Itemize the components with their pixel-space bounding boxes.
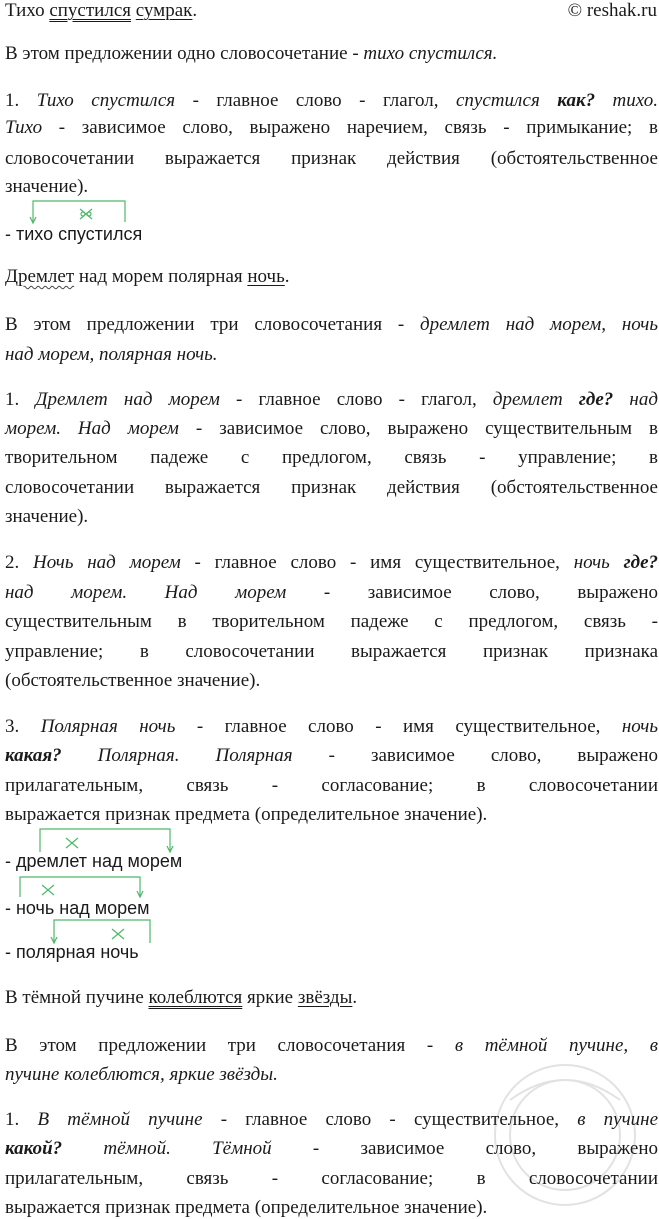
- main-word-cross-icon: [80, 209, 92, 219]
- s2-p2-line2: над морем. Над морем - зависимое слово, выражено: [5, 582, 658, 603]
- intro-3-line2: пучине колеблются, яркие звёзды.: [5, 1064, 278, 1085]
- scheme-2b: - ночь над морем: [5, 898, 150, 918]
- predicate: спустился: [49, 0, 131, 21]
- s2-p1-line3: творительном падеже с предлогом, связь - управление; в: [5, 447, 659, 468]
- s2-p2-line3: существительным в творительном падеже с предлогом, связь -: [5, 611, 658, 632]
- watermark-seal-icon: [470, 1040, 659, 1215]
- scheme-2a: - дремлет над морем: [5, 851, 183, 871]
- main-word-cross-icon: [42, 885, 54, 895]
- scheme-2c: - полярная ночь: [5, 942, 139, 962]
- intro-1: В этом предложении одно словосочетание - тихо спустился.: [5, 43, 498, 64]
- scheme-1: - тихо спустился: [5, 224, 143, 244]
- sentence-2: Дремлет над морем полярная ночь.: [5, 266, 290, 287]
- s2-p3-line3: прилагательным, связь - согласование; в словосочетании: [5, 775, 658, 796]
- subject: звёзды: [297, 987, 353, 1008]
- s2-p1-line5: значение).: [5, 506, 89, 527]
- main-word-cross-icon: [112, 929, 124, 939]
- intro-2-line2: над морем, полярная ночь.: [5, 344, 218, 365]
- dependency-arrow-icon: [40, 829, 173, 852]
- s2-p1-line4: словосочетании выражается признак действия (обстоятельственное: [5, 477, 658, 498]
- main-word-cross-icon: [66, 838, 78, 848]
- s2-p3-line2: какая? Полярная. Полярная - зависимое слово, выражено: [5, 745, 658, 766]
- subject: сумрак: [135, 0, 193, 21]
- dependency-arrow-icon: [51, 920, 150, 943]
- sentence-3: В тёмной пучине колеблются яркие звёзды.: [5, 987, 358, 1008]
- watermark: © reshak.ru: [567, 0, 657, 21]
- s1-p1-line2: Тихо - зависимое слово, выражено наречием, связь - примыкание; в: [5, 117, 658, 138]
- subject: ночь: [247, 266, 285, 287]
- intro-3-line1: В этом предложении три словосочетания - в тёмной пучине, в: [5, 1035, 658, 1056]
- s1-p1-line3: словосочетании выражается признак действия (обстоятельственное: [5, 148, 658, 169]
- s2-p2-line5: (обстоятельственное значение).: [5, 670, 261, 691]
- sentence-1: Тихо спустился сумрак.: [5, 0, 198, 21]
- dependency-arrow-icon: [20, 877, 143, 897]
- s2-p1-line2: морем. Над морем - зависимое слово, выражено существительным в: [5, 418, 658, 439]
- predicate: Дремлет: [5, 266, 75, 287]
- s2-p1-line1: 1. Дремлет над морем - главное слово - глагол, дремлет где? над: [5, 389, 658, 410]
- predicate: колеблются: [148, 987, 243, 1008]
- s3-p1-line4: выражается признак предмета (определительное значение).: [5, 1197, 488, 1218]
- s3-p1-line3: прилагательным, связь - согласование; в словосочетании: [5, 1168, 658, 1189]
- s2-p3-line1: 3. Полярная ночь - главное слово - имя существительное, ночь: [5, 716, 658, 737]
- intro-2-line1: В этом предложении три словосочетания - дремлет над морем, ночь: [5, 314, 658, 335]
- s1-p1-line4: значение).: [5, 176, 89, 197]
- s2-p3-line4: выражается признак предмета (определительное значение).: [5, 804, 488, 825]
- s3-p1-line1: 1. В тёмной пучине - главное слово - существительное, в пучине: [5, 1109, 659, 1130]
- s1-p1-line1: 1. Тихо спустился - главное слово - глагол, спустился как? тихо.: [5, 90, 658, 111]
- s2-p2-line4: управление; в словосочетании выражается признак признака: [5, 641, 658, 662]
- s3-p1-line2: какой? тёмной. Тёмной - зависимое слово, выражено: [5, 1138, 658, 1159]
- s2-p2-line1: 2. Ночь над морем - главное слово - имя существительное, ночь где?: [5, 552, 658, 573]
- dependency-arrow-icon: [30, 201, 125, 223]
